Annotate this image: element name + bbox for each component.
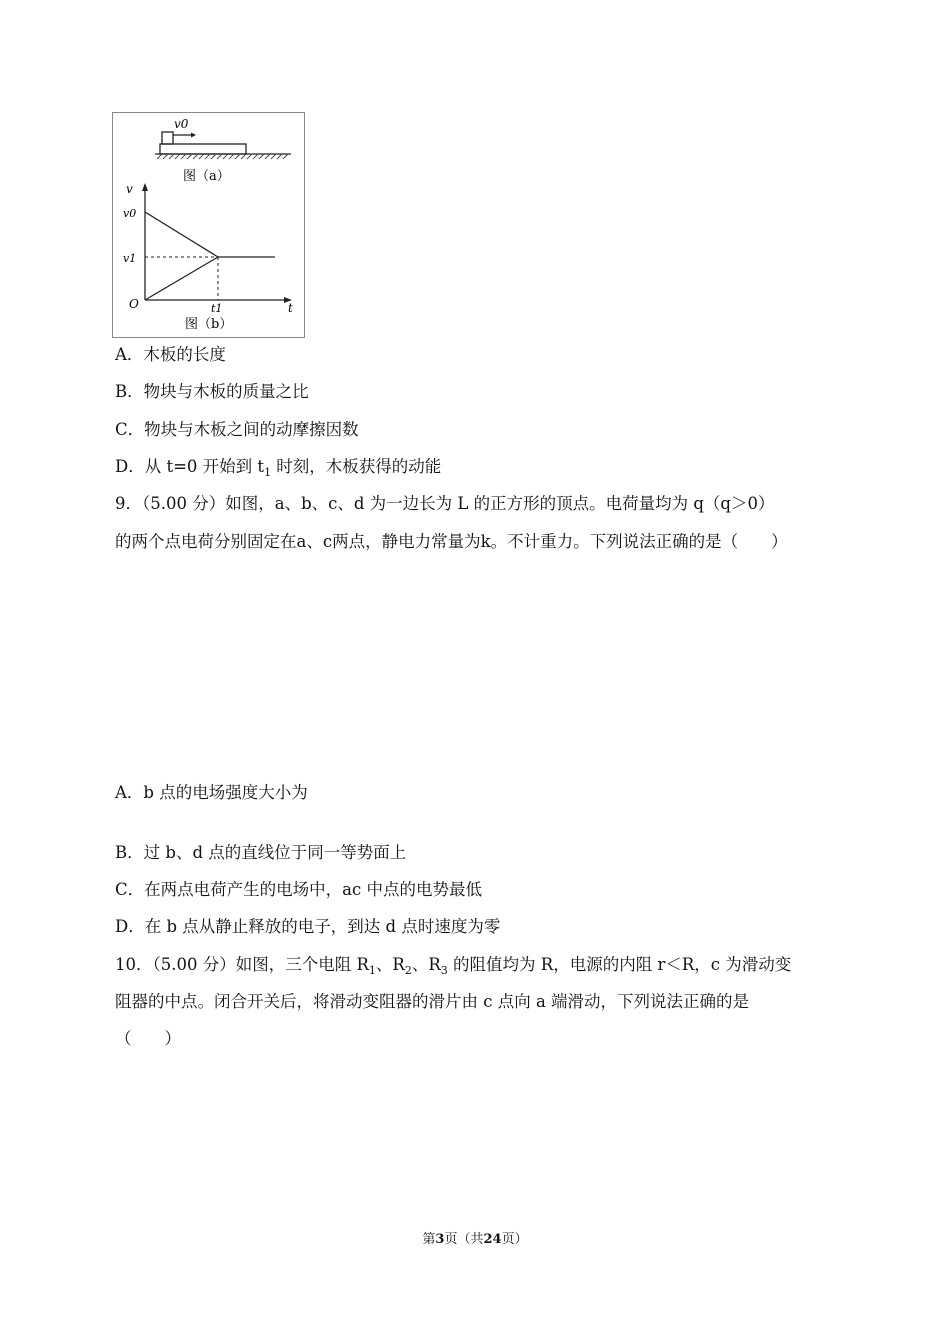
option-letter: D．	[115, 917, 145, 936]
t-axis-label: t	[288, 301, 293, 315]
footer-text: 第	[422, 1232, 436, 1247]
board-shape	[160, 144, 246, 154]
option-letter: C．	[115, 420, 145, 439]
v-axis-arrowhead	[142, 183, 148, 191]
tick-v1-label: v1	[123, 252, 137, 265]
option-text: 物块与木板的质量之比	[143, 382, 309, 401]
option-letter: C．	[115, 880, 145, 899]
q9-option-a	[115, 782, 308, 804]
page-number: 3	[435, 1232, 445, 1247]
option-letter: B．	[115, 382, 144, 401]
footer-text: 页（共	[444, 1232, 484, 1247]
q9-option-c	[115, 879, 482, 901]
q9-option-b	[115, 842, 406, 864]
q8-option-a	[115, 344, 226, 366]
q10-text-part: 、R	[411, 955, 441, 974]
block-shape	[162, 132, 173, 144]
q10-text-part: 10．（5.00 分）如图，三个电阻 R	[115, 955, 369, 974]
total-pages: 24	[483, 1232, 502, 1247]
option-text: 物块与木板之间的动摩擦因数	[144, 420, 359, 439]
q8-option-c	[115, 419, 359, 441]
option-subscript: 1	[264, 466, 272, 479]
v-axis-label: v	[126, 182, 133, 196]
subscript-r3: 3	[440, 964, 448, 977]
option-text-post: 时刻，木板获得的动能	[271, 457, 442, 476]
option-text: b 点的电场强度大小为	[143, 783, 308, 802]
origin-label: O	[129, 297, 139, 311]
subscript-r1: 1	[368, 964, 376, 977]
option-letter: B．	[115, 843, 144, 862]
option-letter: D．	[115, 457, 145, 476]
board-velocity-line	[145, 257, 218, 300]
figure-block-and-vt-graph	[112, 112, 305, 338]
page-footer	[0, 1231, 950, 1249]
option-letter: A．	[115, 345, 144, 364]
figure-a-caption: 图（a）	[183, 169, 230, 184]
footer-text: 页）	[501, 1232, 528, 1247]
option-text: 在 b 点从静止释放的电子，到达 d 点时速度为零	[144, 917, 501, 936]
q10-text-part: 、R	[375, 955, 405, 974]
q9-stem-line-1: 9．（5.00 分）如图，a、b、c、d 为一边长为 L 的正方形的顶点。电荷量均为 q（q＞0）	[115, 494, 775, 513]
tick-t1-label: t1	[211, 302, 223, 315]
option-text: 过 b、d 点的直线位于同一等势面上	[143, 843, 407, 862]
tick-v0-label: v0	[123, 207, 137, 220]
velocity-arrowhead	[191, 133, 196, 138]
q8-option-b	[115, 381, 309, 403]
ground-hatching	[157, 154, 288, 159]
option-text-pre: 从 t=0 开始到 t	[144, 457, 265, 476]
block-velocity-line	[145, 212, 218, 257]
q9-stem-line-2: 的两个点电荷分别固定在a、c两点，静电力常量为k。不计重力。下列说法正确的是（ ）	[115, 532, 788, 551]
option-letter: A．	[115, 783, 144, 802]
figure-svg	[113, 113, 304, 337]
q10-stem-line-1	[115, 954, 791, 976]
q10-text-part: 的阻值均为 R，电源的内阻 r＜R，c 为滑动变	[447, 955, 792, 974]
block-velocity-label: v0	[174, 117, 189, 131]
option-text: 在两点电荷产生的电场中，ac 中点的电势最低	[144, 880, 482, 899]
option-text: 木板的长度	[143, 345, 226, 364]
figure-b-caption: 图（b）	[185, 317, 233, 332]
subscript-r2: 2	[404, 964, 412, 977]
q10-stem-line-2: 阻器的中点。闭合开关后，将滑动变阻器的滑片由 c 点向 a 端滑动，下列说法正确的是	[115, 992, 750, 1011]
q9-option-d	[115, 916, 500, 938]
q10-stem-line-3: （ ）	[115, 1029, 181, 1048]
q8-option-d	[115, 456, 441, 478]
